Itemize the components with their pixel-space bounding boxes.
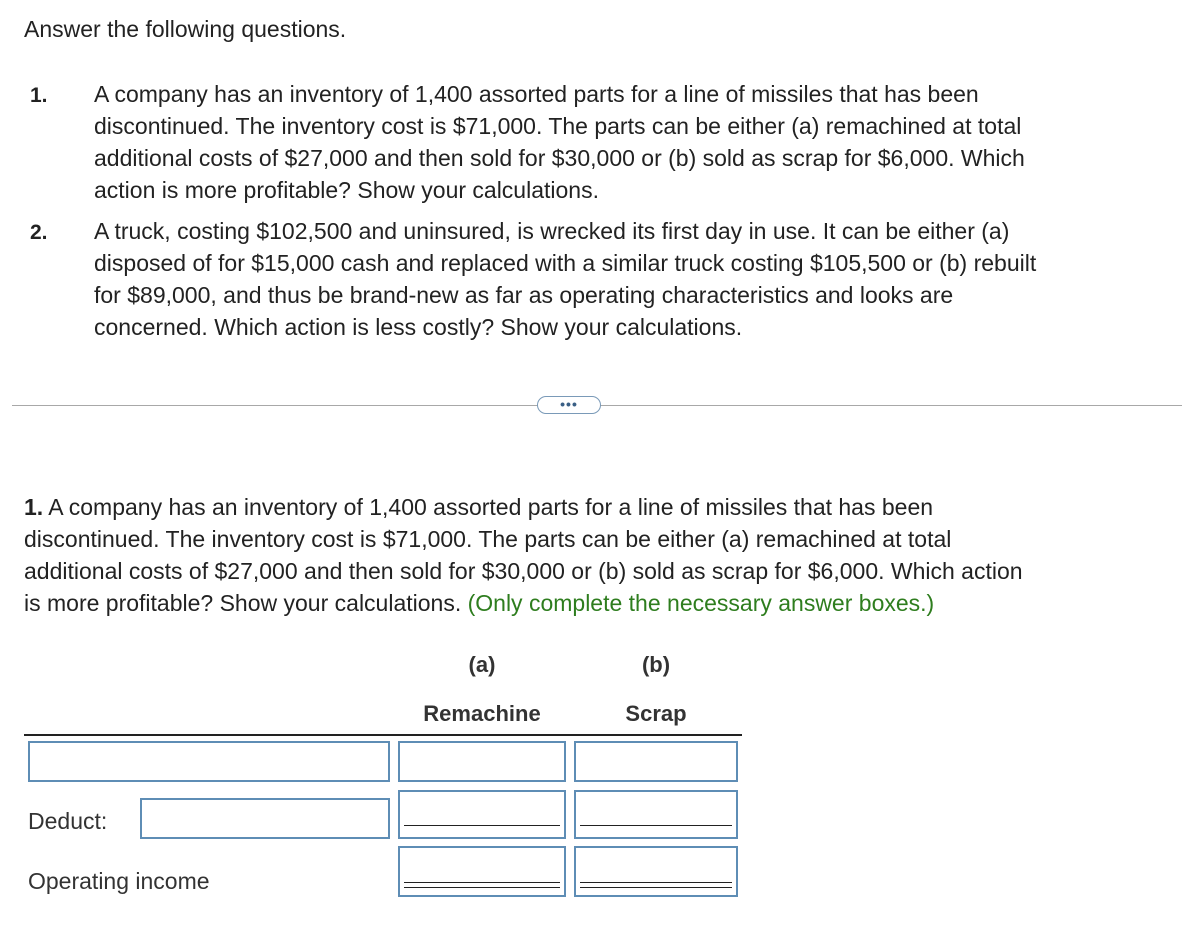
total-double-line-bottom <box>404 887 560 888</box>
part1-question <box>24 491 1174 619</box>
intro-text: Answer the following questions. <box>24 16 347 42</box>
question-2-line: disposed of for $15,000 cash and replaced with a similar truck costing $105,500 or (b) rebuilt <box>94 250 1037 276</box>
deduct-label: Deduct: <box>28 808 108 834</box>
total-double-line-bottom <box>580 887 732 888</box>
part1-line-text: is more profitable? Show your calculations. <box>24 590 468 616</box>
question-2-text <box>94 215 1174 343</box>
operating-income-label: Operating income <box>28 868 210 894</box>
part1-instruction: (Only complete the necessary answer boxes.) <box>467 590 935 616</box>
subtotal-line <box>404 825 560 826</box>
row1-scrap-input[interactable] <box>574 741 738 782</box>
operating-income-scrap-input[interactable] <box>574 846 738 897</box>
question-1-line: A company has an inventory of 1,400 assorted parts for a line of missiles that has been <box>94 81 979 107</box>
part1-line: additional costs of $27,000 and then sold for $30,000 or (b) sold as scrap for $6,000. Which action <box>24 558 1023 584</box>
col-a-header: Remachine <box>423 701 541 726</box>
part1-line <box>24 491 1174 523</box>
expand-more-button[interactable]: ••• <box>537 396 601 414</box>
col-a-letter: (a) <box>468 652 496 677</box>
header-rule <box>24 734 742 736</box>
part1-line: discontinued. The inventory cost is $71,000. The parts can be either (a) remachined at total <box>24 526 952 552</box>
row2-remachine-input[interactable] <box>398 790 566 839</box>
total-double-line-top <box>404 882 560 883</box>
total-double-line-top <box>580 882 732 883</box>
row2-label-input[interactable] <box>140 798 390 839</box>
question-1-text <box>94 78 1174 206</box>
question-1-line: additional costs of $27,000 and then sold for $30,000 or (b) sold as scrap for $6,000. Which <box>94 145 1025 171</box>
row2-scrap-input[interactable] <box>574 790 738 839</box>
part1-line-text: A company has an inventory of 1,400 assorted parts for a line of missiles that has been <box>43 494 934 520</box>
question-1-number: 1. <box>30 84 48 107</box>
question-2-line: A truck, costing $102,500 and uninsured, is wrecked its first day in use. It can be either (a) <box>94 218 1010 244</box>
question-1-line: discontinued. The inventory cost is $71,000. The parts can be either (a) remachined at total <box>94 113 1022 139</box>
question-1-line: action is more profitable? Show your calculations. <box>94 177 599 203</box>
operating-income-remachine-input[interactable] <box>398 846 566 897</box>
question-2-number: 2. <box>30 221 48 244</box>
col-b-header: Scrap <box>625 701 687 726</box>
question-2-line: for $89,000, and thus be brand-new as far as operating characteristics and looks are <box>94 282 954 308</box>
col-b-letter: (b) <box>641 652 671 677</box>
row1-label-input[interactable] <box>28 741 390 782</box>
part1-number: 1. <box>24 494 44 520</box>
row1-remachine-input[interactable] <box>398 741 566 782</box>
part1-line <box>24 587 1174 619</box>
subtotal-line <box>580 825 732 826</box>
question-2-line: concerned. Which action is less costly? Show your calculations. <box>94 314 743 340</box>
